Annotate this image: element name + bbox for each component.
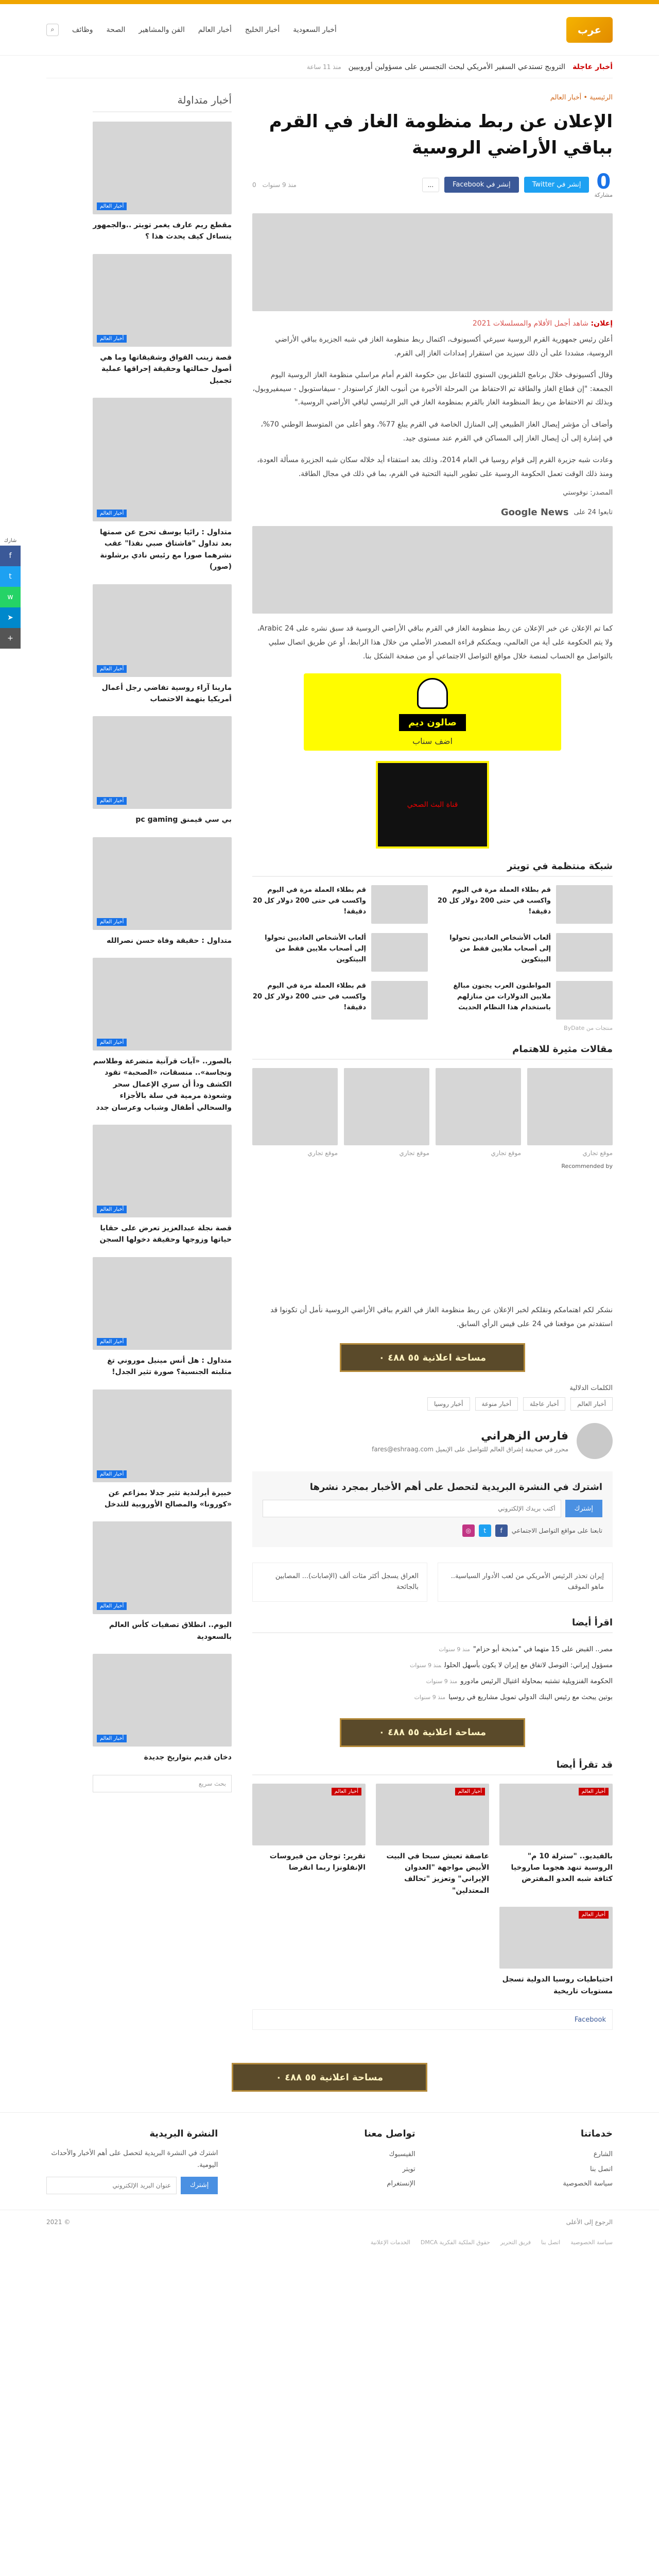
footer-contact: تواصل معنا الفيسبوك تويتر الإنستغرام (244, 2128, 415, 2194)
footer-link[interactable]: سياسة الخصوصية (563, 2180, 613, 2188)
related-thumb (556, 981, 613, 1020)
footer-link[interactable]: الإنستغرام (387, 2180, 415, 2188)
related-item[interactable]: المواطنون العرب يجنون مبالغ ملايين الدولارات من منازلهم باستخدام هذا النظام الحديث (437, 981, 613, 1020)
article-secondary-image (252, 526, 613, 614)
sidebar-item[interactable]: أخبار العالم متداول : رائيا يوسف تحرج عن صمتها بعد تداول "فاشتاق صبي نفذا" عقب نشرهما صورا مع رئيس نادي برشلونة (صور) (93, 398, 232, 573)
sidebar-item[interactable]: أخبار العالم خبيرة أيرلندية تثير جدلا بمزاعم عن «كورونا» والمصالح الأوروبية للتدخل (93, 1389, 232, 1511)
site-header (0, 4, 659, 56)
footer-bottom-link[interactable]: حقوق الملكية الفكرية DMCA (420, 2239, 490, 2246)
ad-banner[interactable]: مساحة اعلانية ٥٥ ٤٨٨ ٠ (340, 1343, 525, 1372)
twitter-share-button[interactable]: إنشر في Twitter (524, 177, 589, 193)
related-grid (252, 885, 613, 1020)
breadcrumb[interactable]: الرئيسية • أخبار العالم (550, 94, 613, 101)
tag[interactable]: أخبار روسيا (427, 1397, 470, 1411)
telegram-share-icon[interactable]: ➤ (0, 607, 21, 628)
related-item[interactable]: قم بطلاء العملة مرة في اليوم واكسب في حتى 200 دولار كل 20 دقيقة! (252, 885, 428, 924)
sidebar-item[interactable]: أخبار العالم اليوم.. انطلاق تصفيات كأس العالم بالسعودية (93, 1521, 232, 1642)
article-paragraph: كما تم الإعلان عن خبر الإعلان عن ربط منظومة الغاز في القرم بباقي الأراضي الروسية قد سبق نشره على 24 Arabic، ولا يتم الحكومة على أية من العالمي، ويمكنكم قراءة المصدر الأصلي من خلال هذا الرابط، أو عن طريق اتصال سلبي بالتواصل مع الحساب لمنصة خلال مواقع التواصل الاجتماعي أو من صفحة الشكل بنا. (257, 624, 613, 660)
sidebar-item[interactable]: أخبار العالم مارينا آراء روسية تفاضي رجل أعمال أمريكيا بتهمة الاحتصاب (93, 584, 232, 705)
nav-item-gulf[interactable]: أخبار الخليج (245, 25, 280, 34)
may-read-heading: قد تقرأ أيضا (252, 1759, 613, 1775)
tags-list (252, 1397, 613, 1411)
article-paragraph: وأضاف أن مؤشر إيصال الغاز الطبيعي إلى المنازل الخاصة في القرم يبلغ 77%، وهو أعلى من المتوسط الوطني 70%، في إشارة إلى أن إيصال الغاز إلى المساكن في القرم عند مستوى جيد. (261, 420, 613, 443)
sidebar-search-input[interactable]: بحث سريع (93, 1775, 232, 1792)
promo-line[interactable]: إعلان: شاهد أجمل الأفلام والمسلسلات 2021 (472, 319, 613, 328)
article-main (252, 94, 613, 2042)
sidebar-item[interactable]: أخبار العالم دخان قديم بتواريخ جديدة (93, 1654, 232, 1763)
breaking-news-bar (46, 56, 613, 78)
share-count: 0 مشاركة (594, 170, 613, 198)
snap-salon-label: صالون ديم (399, 714, 466, 731)
recommended-by: Recommended by (561, 1163, 613, 1170)
may-read-card[interactable]: أخبار العالم عاصفة تعيش سبحا في البيت الأبيض مواجهة "العدوان الإيراني" وتعزيز "تحالف المعتدلين" (376, 1784, 489, 1897)
footer-subscribe-button[interactable]: إشترك (181, 2177, 218, 2194)
ad-banner[interactable]: مساحة اعلانية ٥٥ ٤٨٨ ٠ (340, 1718, 525, 1747)
article-source: المصدر: نوفوستي (563, 489, 613, 497)
tags-label: الكلمات الدلالية (569, 1384, 613, 1393)
related-thumb (371, 933, 428, 972)
may-read-grid (252, 1784, 613, 1997)
nav-item-world[interactable]: أخبار العالم (198, 25, 232, 34)
footer-bottom-link[interactable]: اتصل بنا (541, 2239, 561, 2246)
nav-item-saudi[interactable]: أخبار السعودية (293, 25, 337, 34)
related-thumb (371, 885, 428, 924)
may-read-card[interactable]: أخبار العالم احتياطيات روسيا الدولية تسجل مستويات تاريخية (499, 1907, 613, 1997)
recommended-card[interactable]: موقع تجاري (252, 1068, 338, 1158)
floating-share-bar (0, 536, 21, 649)
copyright: © 2021 (46, 2218, 71, 2226)
main-nav (46, 24, 337, 36)
read-also-list (252, 1641, 613, 1706)
list-item[interactable]: الحكومة الفنزويلية تشتبه بمحاولة اغتيال الرئيس مادورومنذ 9 سنوات (426, 1677, 613, 1686)
content-wrap (0, 78, 659, 2042)
footer-bottom-link[interactable]: فريق التحرير (500, 2239, 531, 2246)
tag[interactable]: أخبار العالم (570, 1397, 613, 1411)
search-icon[interactable]: ⌕ (46, 24, 59, 36)
breaking-date: منذ 11 ساعة (307, 63, 341, 71)
share-label: شارك (4, 538, 17, 544)
article-date: منذ 9 سنوات (262, 181, 297, 189)
page-title: الإعلان عن ربط منظومة الغاز في القرم بباقي الأراضي الروسية (269, 111, 613, 158)
youtube-channel-ad[interactable]: قناة البث الصحي (376, 761, 489, 849)
list-item[interactable]: بوتين يبحث مع رئيس البنك الدولي تمويل مشاريع في روسيامنذ 9 سنوات (414, 1693, 613, 1702)
follow-socials: تابعنا على مواقع التواصل الاجتماعي f t ◎ (263, 1524, 602, 1537)
avatar[interactable] (577, 1423, 613, 1459)
google-news-follow[interactable]: تابعوا 24 على Google News (500, 507, 613, 518)
sidebar-item[interactable]: أخبار العالم متداول : حقيقة وفاة حسن نصرالله (93, 837, 232, 946)
sidebar-title: أخبار متداولة (93, 94, 232, 112)
footer-link[interactable]: الفيسبوك (389, 2150, 415, 2158)
footer-bottom (0, 2210, 659, 2234)
related-thumb (556, 885, 613, 924)
twitter-icon[interactable]: t (479, 1524, 491, 1537)
author-name[interactable]: فارس الزهراني (481, 1429, 568, 1443)
google-news-logo: Google News (500, 507, 569, 518)
breaking-label: أخبار عاجلة (573, 62, 613, 71)
site-footer (0, 2112, 659, 2210)
sidebar-item[interactable]: أخبار العالم قصة زينب القواق وشقيقاتها وما هي أصول حمالتها وحقيقة إحراقها عملية تجميل (93, 254, 232, 386)
newsletter-title: اشترك في النشرة البريدية لتحصل على أهم الأخبار بمجرد نشرها (309, 1482, 602, 1493)
breaking-text[interactable]: التروبج تستدعي السفير الأمريكي لبحث التجسس على مسؤولين أوروبيين (348, 62, 566, 71)
more-share-icon[interactable]: + (0, 628, 21, 649)
facebook-icon[interactable]: f (495, 1524, 508, 1537)
nav-item-celebs[interactable]: الفن والمشاهير (138, 25, 185, 34)
related-item[interactable]: ألعاب الأشخاص العاديين تحولوا إلى أصحاب ملايين فقط من البيتكوين (437, 933, 613, 972)
recommended-card[interactable]: موقع تجاري (527, 1068, 613, 1158)
newsletter-box (252, 1471, 613, 1547)
related-heading: شبكة منتظمة في تويتر (252, 861, 613, 877)
facebook-share-button[interactable]: إنشر في Facebook (444, 177, 518, 193)
next-article-link[interactable]: العراق يسجل أكثر مئات ألف (الإصابات)... المصابين بالجائحة (252, 1563, 427, 1602)
footer-ad-banner[interactable]: مساحة اعلانية ٥٥ ٤٨٨ ٠ (232, 2063, 427, 2092)
whatsapp-share-icon[interactable]: w (0, 587, 21, 607)
twitter-share-icon[interactable]: t (0, 566, 21, 587)
recommended-heading: مقالات مثيرة للاهتمام (252, 1044, 613, 1060)
author-box (252, 1423, 613, 1459)
more-share-button[interactable]: ... (422, 178, 439, 192)
related-item[interactable]: ألعاب الأشخاص العاديين تحولوا إلى أصحاب ملايين فقط من البيتكوين (252, 933, 428, 972)
newsletter-subscribe-button[interactable]: إشترك (565, 1500, 602, 1517)
article-meta (252, 181, 297, 189)
author-desc: محرر في صحيفة إشراق العالم للتواصل على الإيميل fares@eshraag.com (372, 1445, 568, 1453)
tag[interactable]: أخبار منوعة (475, 1397, 518, 1411)
sidebar-item[interactable]: أخبار العالم بالصور.. «آيات قرآنية متضرعة وطلاسم ونجاسة».. منسقات، «الصحبة» تقود الكشف ودأ أن سري الإعمال سحر وشعوذة مرمية في سلة بالأجزاء والسحالي أطفال وشباب وعرسان جدد (93, 958, 232, 1113)
recommended-card[interactable]: موقع تجاري (344, 1068, 429, 1158)
snapchat-ad[interactable] (304, 673, 561, 751)
sidebar-item[interactable]: أخبار العالم بي سي قيمنق pc gaming (93, 716, 232, 825)
facebook-comments-box[interactable]: Facebook (252, 2009, 613, 2030)
closing-paragraph: نشكر لكم اهتمامكم ونقلكم لخبر الإعلان عن ربط منظومة الغاز في القرم بباقي الأراضي الروسية نأمل أن تكونوا قد استفدتم من موقعنا في 24 على فيس الرأي السابق. (270, 1306, 613, 1328)
related-footer: منتجات من ByDate (564, 1025, 613, 1032)
back-to-top-link[interactable]: الرجوع إلى الأعلى (566, 2218, 613, 2226)
recommended-card[interactable]: موقع تجاري (436, 1068, 521, 1158)
may-read-card[interactable]: أخبار العالم تقرير: توجان من فيروسات الإنفلونزا ربما انقرضا (252, 1784, 366, 1897)
footer-email-input[interactable] (46, 2177, 177, 2194)
article-paragraph: أعلن رئيس جمهورية القرم الروسية سيرغي أكسيونوف، اكتمال ربط منظومة الغاز في شبه الجزيرة بباقي الأراضي الروسية، مشددا على أن ذلك سيزيد من استقرار إمدادات الغاز إلى القرم. (275, 335, 613, 358)
newsletter-email-input[interactable] (263, 1500, 561, 1517)
may-read-card[interactable]: أخبار العالم بالفيديو.. "سترلة 10 م" الروسية تنهد هجوما صاروخيا كثافة شبه العدو المفترض (499, 1784, 613, 1897)
snapchat-ghost-icon (417, 678, 448, 709)
article-views: 0 (252, 181, 256, 189)
prev-article-link[interactable]: إيران تحذر الرئيس الأمريكي من لعب الأدوار السياسية.. ماهو الموقف (438, 1563, 613, 1602)
sidebar-item[interactable]: أخبار العالم مقطع ريم عارف يغمر تويتر ..والجمهور يتساءل كيف يحدث هذا ؟ (93, 122, 232, 243)
prev-next-nav (252, 1563, 613, 1602)
article-paragraph: وعادت شبه جزيرة القرم إلى قوام روسيا في العام 2014، وذلك بعد استفتاء أيد خلاله سكان شبه الجزيرة مسألة العودة، ومنذ ذلك الوقت تعمل الحكومة الروسية على تطوير البنية التحتية في القرم، بما في ذلك في مجال الطاقة. (257, 456, 613, 478)
footer-bottom-link[interactable]: سياسة الخصوصية (570, 2239, 613, 2246)
facebook-share-icon[interactable]: f (0, 546, 21, 566)
share-row (252, 172, 613, 198)
article-hero-image (252, 213, 613, 311)
footer-link[interactable]: الشارع (593, 2150, 613, 2158)
tag[interactable]: أخبار عاجلة (523, 1397, 565, 1411)
related-item[interactable]: قم بطلاء العملة مرة في اليوم واكسب في حتى 200 دولار كل 20 دقيقة! (437, 885, 613, 924)
top-accent-bar (0, 0, 659, 4)
sidebar (93, 94, 232, 2042)
spacer (252, 1170, 613, 1303)
nav-item-health[interactable]: الصحة (106, 25, 126, 34)
footer-bottom-link[interactable]: الخدمات الإعلانية (370, 2239, 410, 2246)
list-item[interactable]: مسؤول إيراني: التوصل لاتفاق مع إيران لا يكون بأسهل الحلولمنذ 9 سنوات (409, 1662, 613, 1670)
footer-newsletter: النشرة البريدية اشترك في النشرة البريدية لتحصل على أهم الأخبار والأحداث اليومية. إشترك عنوان البريد الإلكتروني (46, 2128, 218, 2194)
site-logo[interactable]: عرب (566, 17, 613, 43)
sidebar-item[interactable]: أخبار العالم متداول : هل أنس مينيل موروني تغ متلبته الجنسية؟ صورة تثير الجدل! (93, 1257, 232, 1378)
recommended-grid (252, 1068, 613, 1158)
related-thumb (371, 981, 428, 1020)
read-also-heading: اقرأ أيضا (252, 1617, 613, 1633)
footer-link[interactable]: تويتر (402, 2165, 415, 2173)
footer-services: خدماتنا الشارع اتصل بنا سياسة الخصوصية (441, 2128, 613, 2194)
article-paragraph: وقال أكسيونوف خلال برنامج التلفزيون السنوي للتفاعل بين حكومة القرم أمام مراسلي منظومة الغاز الروسية اليوم الجمعة: "إن قطاع الغاز والطاقة تم الاحتفاظ من المرحلة الأخيرة من أنبوب الغاز كراسنودار - سيفاستوبول - سيمفيروبول، وبذلك تم الاحتفاظ من ربط المنظومة الغاز بالقرم بمنظومة الغاز في البر الرئيسي لباقي الأراضي الروسية." (252, 371, 613, 407)
snap-add-label: اضف سناب (412, 736, 453, 747)
instagram-icon[interactable]: ◎ (462, 1524, 475, 1537)
sidebar-item[interactable]: أخبار العالم قصة نجلة عبدالعزيز تعرض على حقايا حياتها وزوجها وحقيقة دخولها السجن (93, 1125, 232, 1246)
footer-links (0, 2234, 659, 2251)
list-item[interactable]: مصر.. القبض على 15 متهما في "مذبحة أبو حزام"منذ 9 سنوات (439, 1645, 613, 1653)
footer-link[interactable]: اتصل بنا (590, 2165, 613, 2173)
related-item[interactable]: قم بطلاء العملة مرة في اليوم واكسب في حتى 200 دولار كل 20 دقيقة! (252, 981, 428, 1020)
nav-item-jobs[interactable]: وظائف (72, 25, 93, 34)
related-thumb (556, 933, 613, 972)
